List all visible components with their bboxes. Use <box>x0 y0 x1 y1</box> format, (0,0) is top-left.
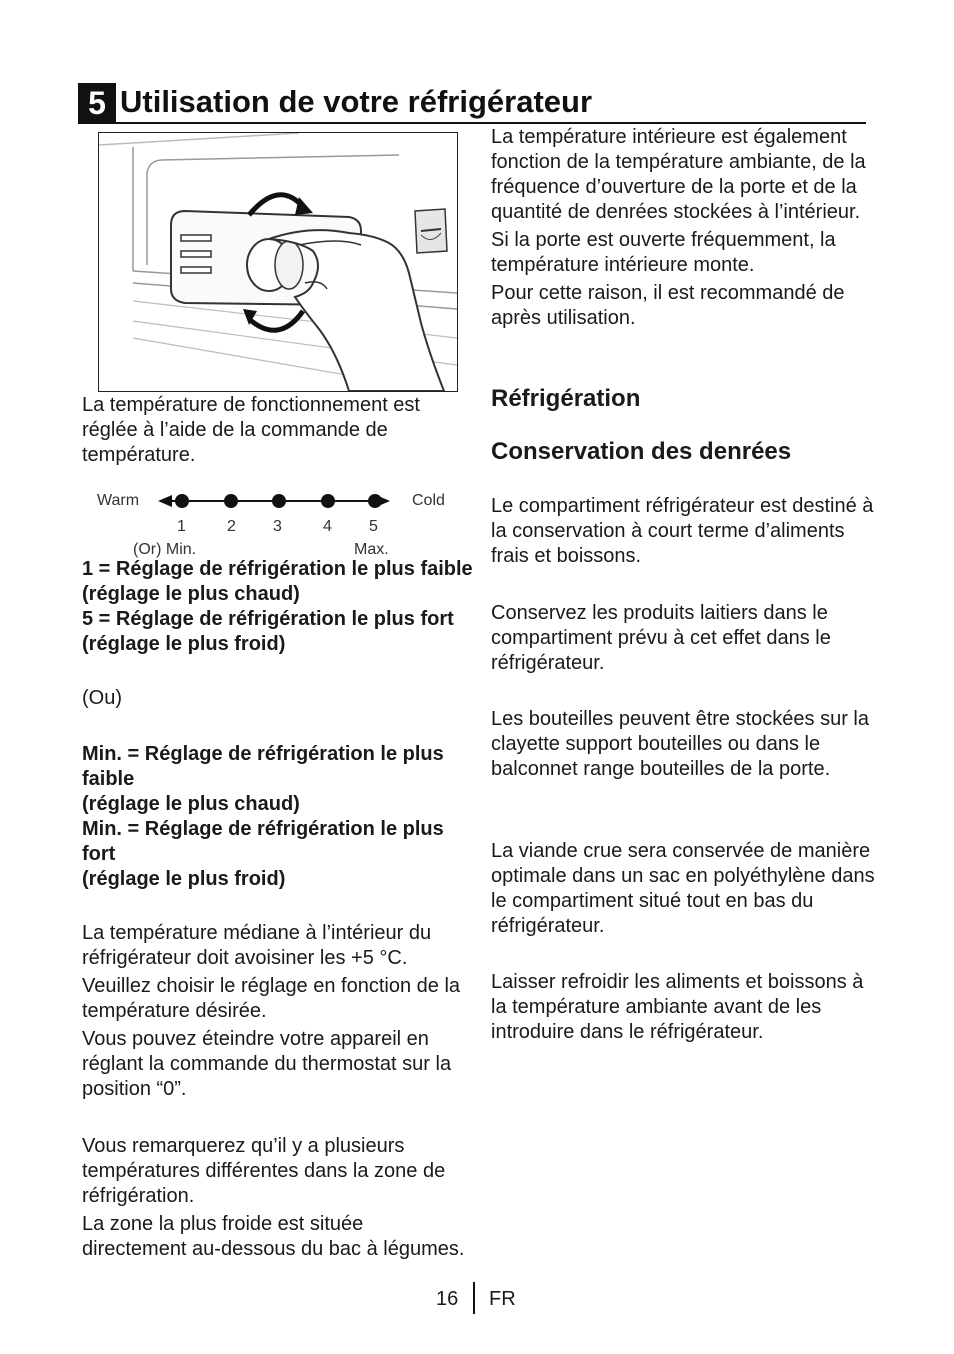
recommendation-note: Pour cette raison, il est recommandé de après utilisation. <box>491 282 845 329</box>
or-label: (Ou) <box>82 687 122 709</box>
zone-note-coldest: La zone la plus froide est située directement au-dessous du bac à légumes. <box>82 1213 465 1260</box>
thermostat-knob-drawing <box>99 133 457 391</box>
footer-divider <box>473 1282 475 1314</box>
scale-dot-2 <box>224 494 238 508</box>
zone-note-several: Vous remarquerez qu’il y a plusieurs températures différentes dans la zone de réfrigération. <box>82 1135 446 1207</box>
ambient-note: La température intérieure est également fonction de la température ambiante, de la fréquence d’ouverture de la porte et de la quantité de denrées stockées à l’intérieur. <box>491 126 866 223</box>
section-number-badge: 5 <box>78 83 116 123</box>
paragraph-bottles: Les bouteilles peuvent être stockées sur la clayette support bouteilles ou dans le balconnet range bouteilles de la porte. <box>491 708 869 780</box>
scale-dot-3 <box>272 494 286 508</box>
scale-dot-1 <box>175 494 189 508</box>
scale-cold-label: Cold <box>412 492 445 509</box>
temp-note-median: La température médiane à l’intérieur du réfrigérateur doit avoisiner les +5 °C. <box>82 922 432 969</box>
scale-warm-label: Warm <box>97 492 140 509</box>
zone-notes <box>82 1134 467 1262</box>
paragraph-meat: La viande crue sera conservée de manière optimale dans un sac en polyéthylène dans le compartiment situé tout en bas du réfrigérateur. <box>491 840 875 937</box>
paragraph-cooling: Laisser refroidir les aliments et boissons à la température ambiante avant de les introduire dans le réfrigérateur. <box>491 971 864 1043</box>
min-definition-note: (réglage le plus chaud) <box>82 793 300 815</box>
heading-refrigeration: Réfrigération <box>491 385 641 412</box>
scale-number-3: 3 <box>273 518 282 535</box>
max-definition-note: (réglage le plus froid) <box>82 868 286 890</box>
illustration-caption: La température de fonctionnement est réglée à l’aide de la commande de température. <box>82 394 420 466</box>
header-rule <box>78 122 866 124</box>
paragraph-dairy: Conservez les produits laitiers dans le compartiment prévu à cet effet dans le réfrigérateur. <box>491 602 831 674</box>
language-code: FR <box>489 1288 516 1310</box>
heading-conservation: Conservation des denrées <box>491 438 792 465</box>
ambient-temperature-notes <box>491 125 876 331</box>
max-definition: Min. = Réglage de réfrigération le plus fort <box>82 818 444 865</box>
scale-number-5: 5 <box>369 518 378 535</box>
scale-dot-5 <box>368 494 382 508</box>
scale-definition-5: 5 = Réglage de réfrigération le plus fort (réglage le plus froid) <box>82 608 454 655</box>
min-max-definitions <box>82 742 472 892</box>
page-number: 16 <box>436 1288 459 1310</box>
arrow-left-icon <box>158 495 172 507</box>
scale-definitions <box>82 557 477 657</box>
scale-number-4: 4 <box>323 518 332 535</box>
temp-note-choose: Veuillez choisir le réglage en fonction de la température désirée. <box>82 975 461 1022</box>
scale-number-2: 2 <box>227 518 236 535</box>
door-note: Si la porte est ouverte fréquemment, la température intérieure monte. <box>491 229 836 276</box>
scale-number-1: 1 <box>177 518 186 535</box>
scale-min-label: (Or) Min. <box>133 541 197 558</box>
temperature-notes <box>82 921 477 1102</box>
scale-max-label: Max. <box>354 541 389 558</box>
min-definition: Min. = Réglage de réfrigération le plus faible <box>82 743 444 790</box>
scale-dot-4 <box>321 494 335 508</box>
page-title: Utilisation de votre réfrigérateur <box>120 84 593 119</box>
temperature-scale <box>88 486 468 560</box>
scale-definition-1: 1 = Réglage de réfrigération le plus faible (réglage le plus chaud) <box>82 558 473 605</box>
paragraph-compartment: Le compartiment réfrigérateur est destiné à la conservation à court terme d’aliments frais et boissons. <box>491 495 874 567</box>
temp-note-off: Vous pouvez éteindre votre appareil en réglant la commande du thermostat sur la position “0”. <box>82 1028 452 1100</box>
thermostat-illustration <box>98 132 458 392</box>
